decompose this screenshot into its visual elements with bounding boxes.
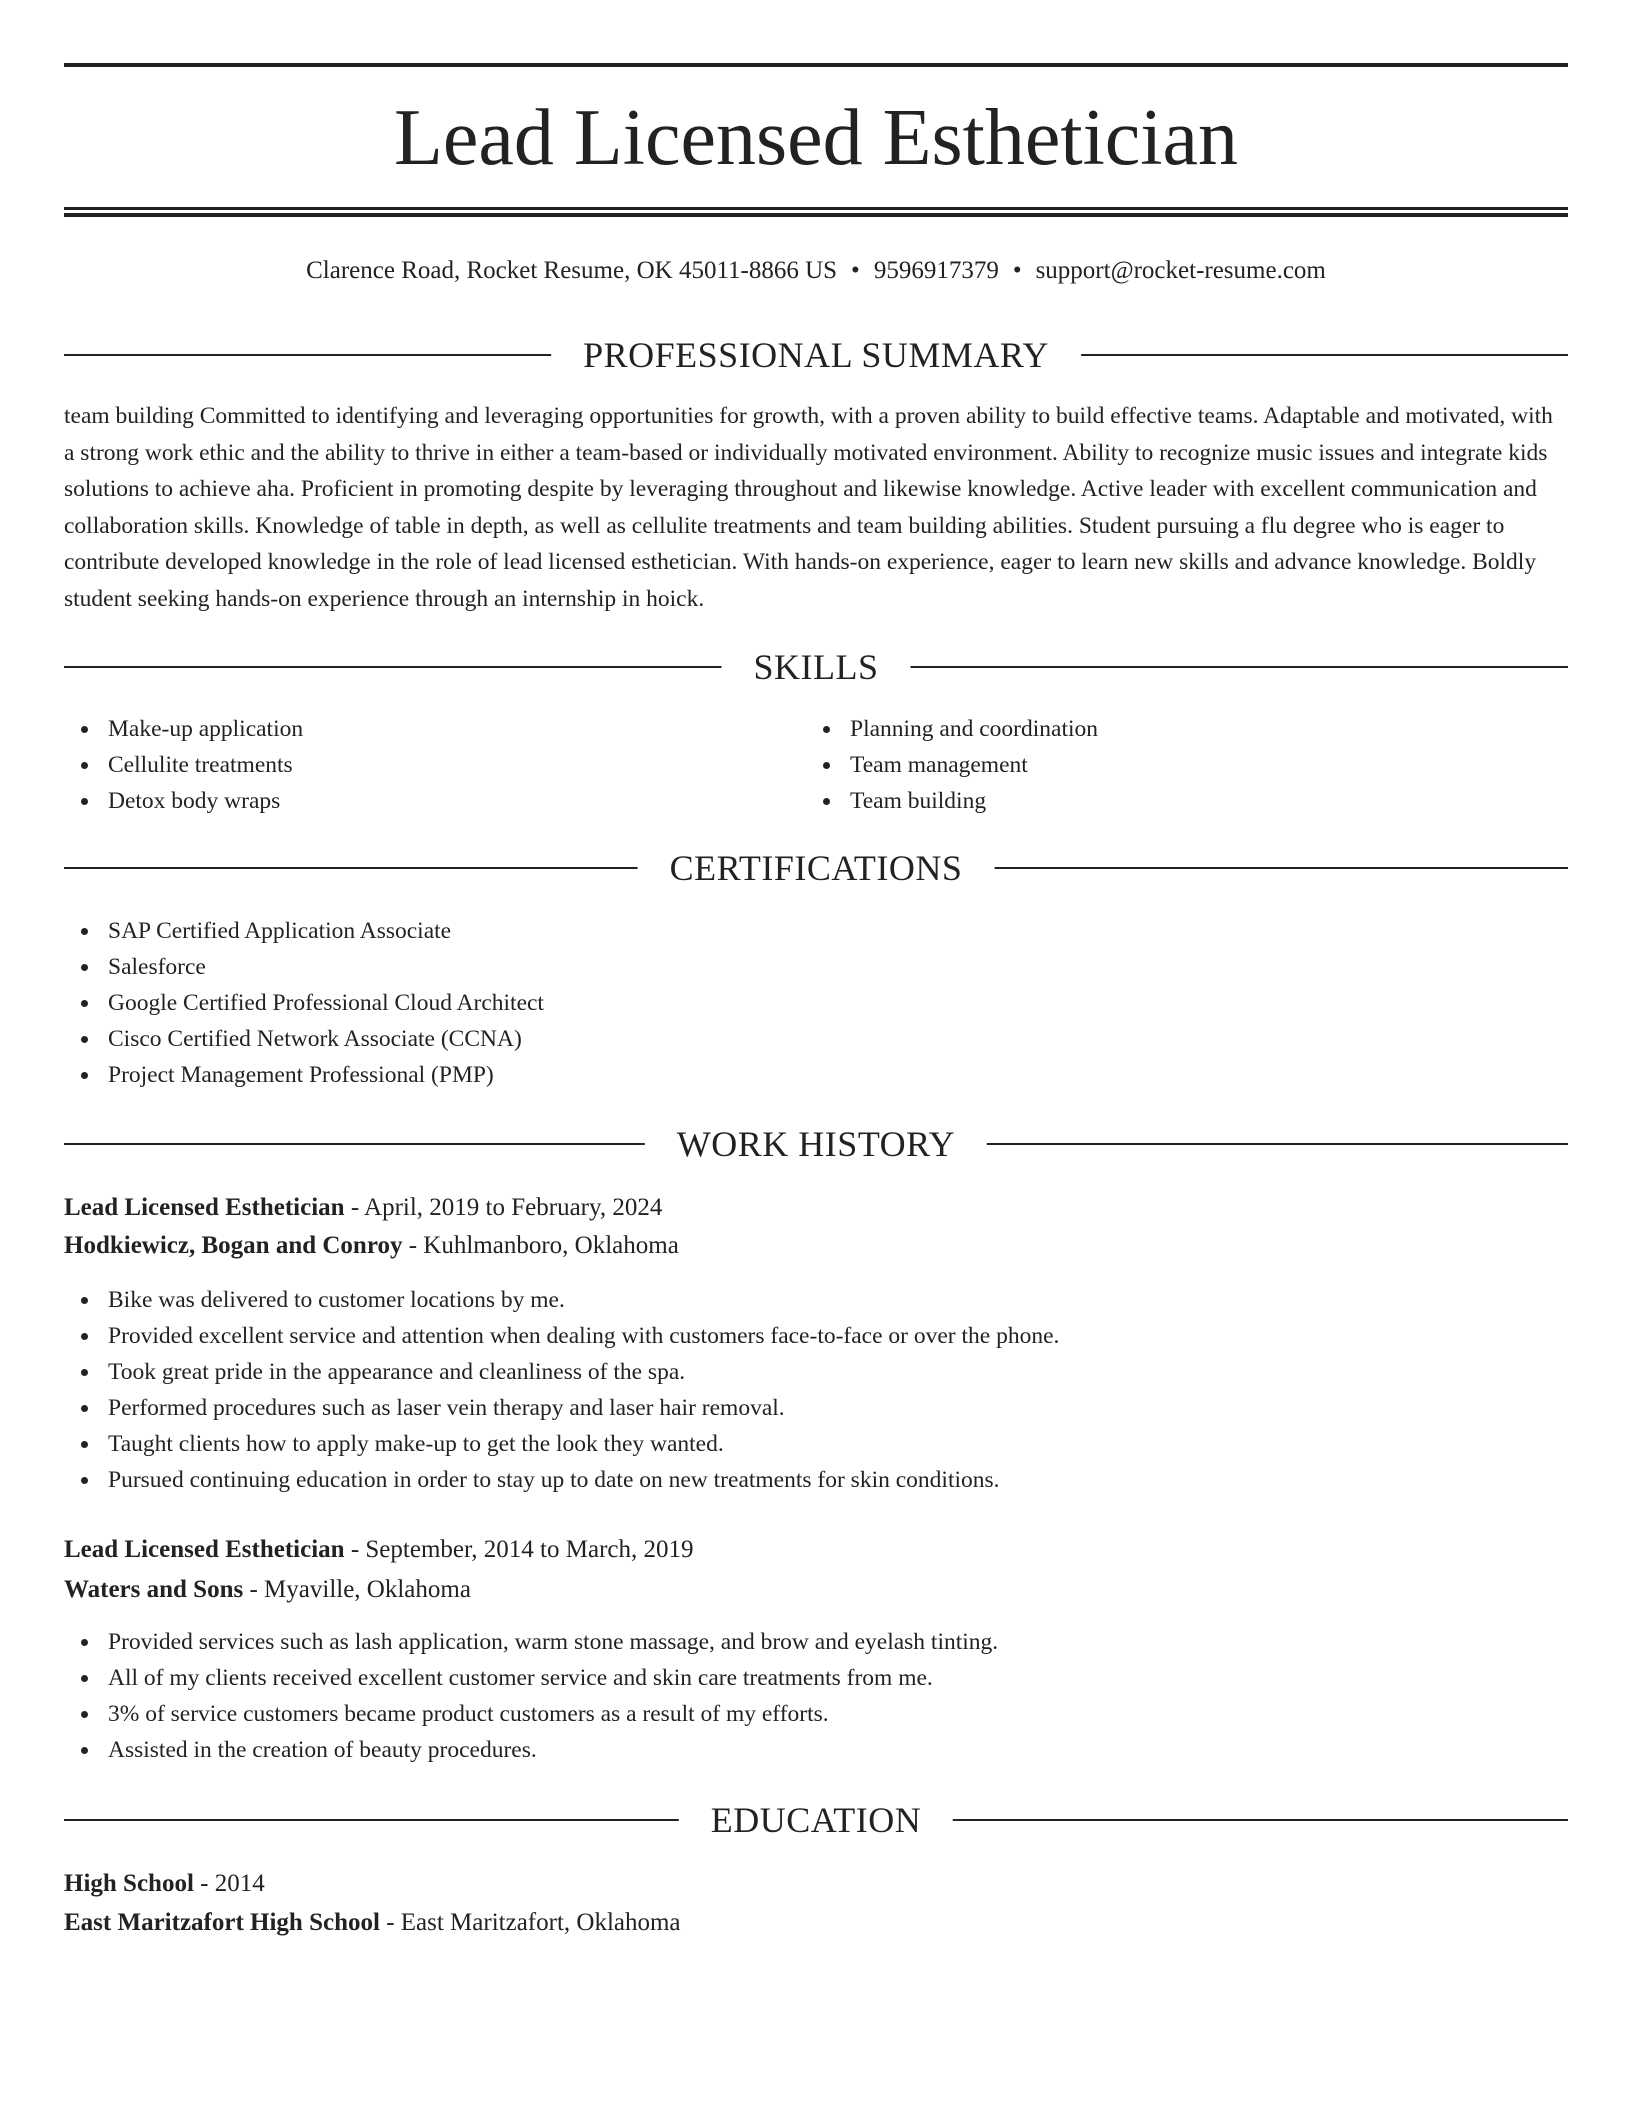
certification-item: Salesforce xyxy=(64,949,1568,985)
summary-text: team building Committed to identifying and leveraging opportunities for growth, with a proven ability to build effective teams. Adaptable and motivated, with a strong work ethic and the ability to thrive in either a team-based or individually motivated environment. Ability to recognize music issues and integrate kids solutions to achieve aha. Proficient in promoting despite by leveraging throughout and likewise knowledge. Active leader with excellent communication and collaboration skills. Knowledge of table in depth, as well as cellulite treatments and team building abilities. Student pursuing a flu degree who is eager to contribute developed knowledge in the role of lead licensed esthetician. With hands-on experience, eager to learn new skills and advance knowledge. Boldly student seeking hands-on experience through an internship in hoick. xyxy=(64,403,1553,612)
job-duty-item: All of my clients received excellent customer service and skin care treatments from me. xyxy=(64,1660,998,1696)
section-heading-education xyxy=(64,1798,1568,1842)
education-school-line xyxy=(64,1905,1568,1941)
skill-item: Planning and coordination xyxy=(806,711,1546,747)
certification-item: SAP Certified Application Associate xyxy=(64,913,1568,949)
job-duty-item: 3% of service customers became product customers as a result of my efforts. xyxy=(64,1696,998,1732)
job-company: Waters and Sons xyxy=(64,1576,244,1603)
job-location: - Myaville, Oklahoma xyxy=(243,1576,471,1603)
top-rule xyxy=(64,63,1568,67)
section-heading-summary xyxy=(64,333,1568,377)
section-title: WORK HISTORY xyxy=(645,1122,987,1166)
education-location: - East Maritzafort, Oklahoma xyxy=(379,1909,681,1936)
skill-item: Cellulite treatments xyxy=(64,747,804,783)
job-duty-item: Provided excellent service and attention when dealing with customers face-to-face or over the phone. xyxy=(64,1318,1059,1354)
job-title-line xyxy=(64,1190,1568,1226)
job-duty-item: Assisted in the creation of beauty procedures. xyxy=(64,1732,998,1768)
job-duty-item: Bike was delivered to customer locations by me. xyxy=(64,1282,1059,1318)
job-dates: - September, 2014 to March, 2019 xyxy=(344,1536,694,1563)
contact-line xyxy=(64,254,1568,288)
skill-item: Team building xyxy=(806,783,1546,819)
skills-list-right xyxy=(806,711,1546,819)
contact-separator: • xyxy=(851,257,860,284)
skills-list-left xyxy=(64,711,804,819)
section-heading-skills xyxy=(64,645,1568,689)
job-duties-list xyxy=(64,1282,1059,1498)
certification-item: Project Management Professional (PMP) xyxy=(64,1057,1568,1093)
job-company: Hodkiewicz, Bogan and Conroy xyxy=(64,1232,403,1259)
job-company-line xyxy=(64,1228,1568,1264)
job-company-line xyxy=(64,1572,1568,1608)
certifications-list xyxy=(64,913,1568,1093)
resume-title: Lead Licensed Esthetician xyxy=(393,94,1239,182)
job-duty-item: Taught clients how to apply make-up to get the look they wanted. xyxy=(64,1426,1059,1462)
job-duty-item: Provided services such as lash application, warm stone massage, and brow and eyelash tinting. xyxy=(64,1624,998,1660)
education-degree: High School xyxy=(64,1870,194,1897)
section-heading-work-history xyxy=(64,1122,1568,1166)
job-duties-list xyxy=(64,1624,998,1768)
contact-separator: • xyxy=(1012,257,1022,284)
contact-email: support@rocket-resume.com xyxy=(1035,257,1326,284)
section-title: CERTIFICATIONS xyxy=(638,846,995,890)
job-title: Lead Licensed Esthetician xyxy=(64,1194,345,1221)
contact-address: Clarence Road, Rocket Resume, OK 45011-8866 US xyxy=(306,257,838,284)
education-degree-line xyxy=(64,1866,1568,1902)
certification-item: Cisco Certified Network Associate (CCNA) xyxy=(64,1021,1568,1057)
job-duty-item: Performed procedures such as laser vein therapy and laser hair removal. xyxy=(64,1390,1059,1426)
job-duty-item: Took great pride in the appearance and cleanliness of the spa. xyxy=(64,1354,1059,1390)
certification-item: Google Certified Professional Cloud Architect xyxy=(64,985,1568,1021)
job-dates: - April, 2019 to February, 2024 xyxy=(344,1194,663,1221)
section-heading-certifications xyxy=(64,846,1568,890)
job-title-line xyxy=(64,1532,1568,1568)
job-location: - Kuhlmanboro, Oklahoma xyxy=(402,1232,679,1259)
job-duty-item: Pursued continuing education in order to stay up to date on new treatments for skin conditions. xyxy=(64,1462,1059,1498)
education-year: - 2014 xyxy=(193,1870,265,1897)
job-title: Lead Licensed Esthetician xyxy=(64,1536,345,1563)
education-school: East Maritzafort High School xyxy=(64,1909,380,1936)
skill-item: Make-up application xyxy=(64,711,804,747)
skill-item: Detox body wraps xyxy=(64,783,804,819)
skill-item: Team management xyxy=(806,747,1546,783)
section-title: SKILLS xyxy=(721,645,910,689)
section-title: EDUCATION xyxy=(679,1798,953,1842)
double-rule xyxy=(64,207,1568,217)
contact-phone: 9596917379 xyxy=(873,257,999,284)
section-title: PROFESSIONAL SUMMARY xyxy=(551,333,1081,377)
